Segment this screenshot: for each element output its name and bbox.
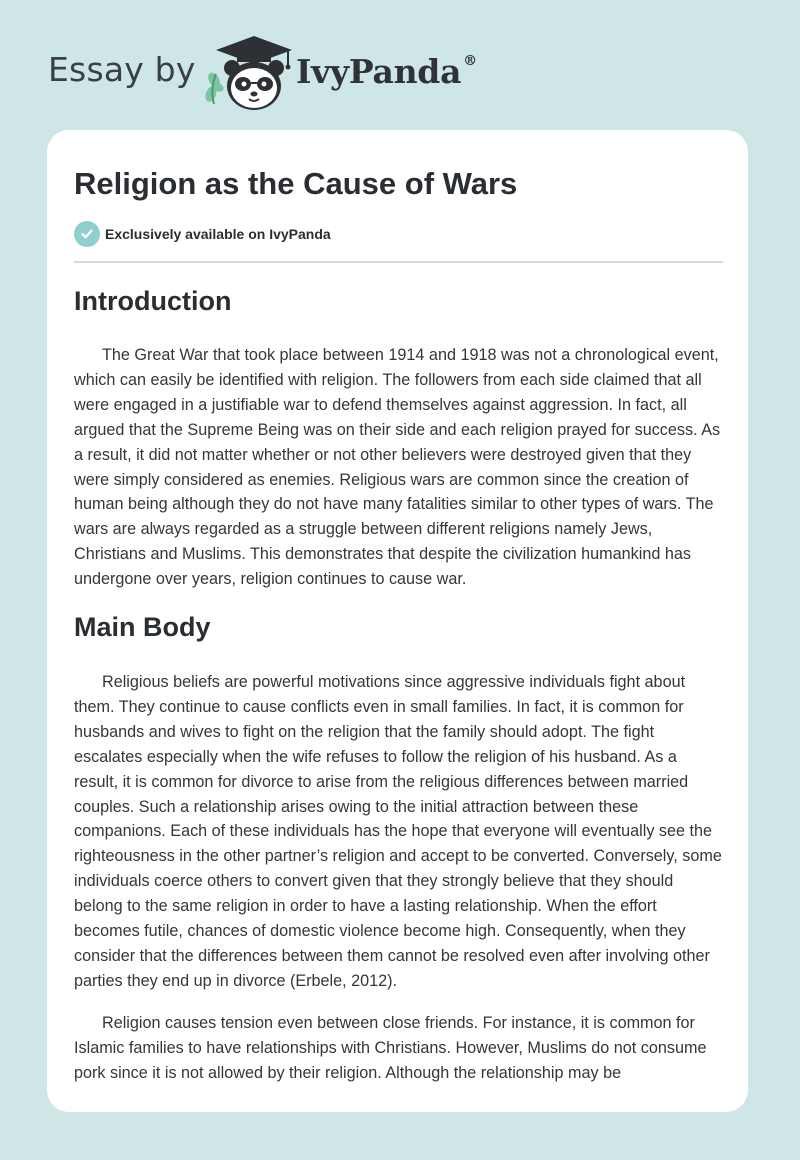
paragraph: Religious beliefs are powerful motivations since aggressive individuals fight about them. They continue to cause conflicts even in small families. In fact, it is common for husbands and wives to fight on the religion that the family should adopt. The fight escalates especially when the wife refuses to follow the religion of his husband. As a result, it is common for divorce to arise from the religious differences between married couples. Such a relationship arises owing to the initial attraction between these companions. Each of these individuals has the hope that everyone will eventually see the righteousness in the other partner’s religion and accept to be converted. Conversely, some individuals coerce others to convert given that they strongly believe that they should belong to the same religion in order to have a lasting relationship. When the effort becomes futile, chances of domestic violence become high. Consequently, when they consider that the differences between them cannot be resolved even after involving other parties they end up in divorce (Erbele, 2012). (74, 673, 722, 990)
exclusive-badge (74, 221, 331, 247)
title-divider (74, 261, 723, 263)
section-heading-main-body: Main Body (74, 612, 211, 642)
exclusive-badge-label: Exclusively available on IvyPanda (105, 226, 331, 242)
check-icon (74, 221, 100, 247)
brand-name[interactable] (296, 52, 477, 91)
ivypanda-logo-icon[interactable] (200, 34, 300, 114)
registered-mark: ® (463, 53, 477, 69)
brand-text: IvyPanda (296, 52, 462, 91)
site-header (48, 34, 508, 114)
page-title: Religion as the Cause of Wars (74, 166, 518, 201)
paragraph: Religion causes tension even between close friends. For instance, it is common for Islamic families to have relationships with Christians. However, Muslims do not consume pork since it is not allowed by their religion. Although the relationship may be (74, 1014, 707, 1082)
essay-by-label: Essay by (48, 50, 196, 89)
paragraph: The Great War that took place between 1914 and 1918 was not a chronological event, which can easily be identified with religion. The followers from each side claimed that all were engaged in a justifiable war to defend themselves against aggression. In fact, all argued that the Supreme Being was on their side and each religion prayed for success. As a result, it did not matter whether or not other believers were destroyed given that they were simply considered as enemies. Religious wars are common since the creation of human being although they do not have many fatalities similar to other types of wars. The wars are always regarded as a struggle between different religions namely Jews, Christians and Muslims. This demonstrates that despite the civilization humankind has undergone over years, religion continues to cause war. (74, 346, 721, 589)
section-heading-introduction: Introduction (74, 286, 232, 316)
essay-card (47, 130, 748, 1112)
